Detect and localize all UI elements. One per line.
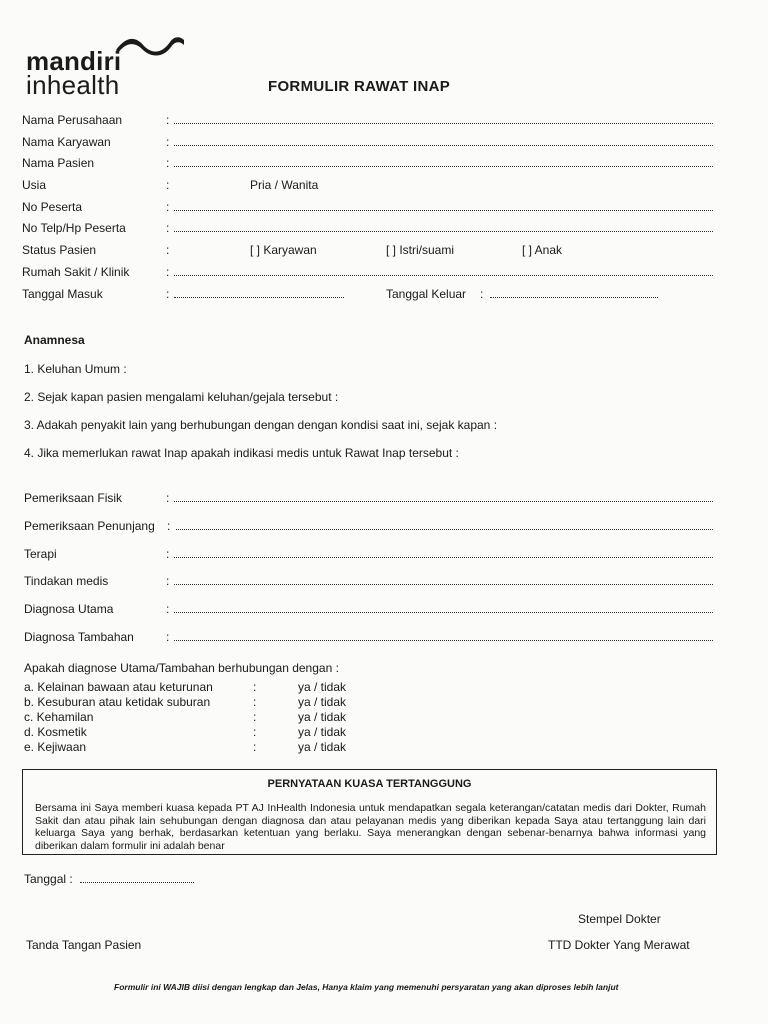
statement-title: PERNYATAAN KUASA TERTANGGUNG [267,778,472,790]
colon: : [166,547,170,561]
logo-inhealth-text: inhealth [26,70,120,100]
label-diagnosa-utama: Diagnosa Utama [24,602,114,616]
label-no-telp: No Telp/Hp Peserta [22,221,126,235]
colon: : [166,630,170,644]
question-penyakit-lain: 3. Adakah penyakit lain yang berhubungan dengan dengan kondisi saat ini, sejak kapan : [24,418,498,432]
tanggal-keluar-field[interactable] [490,287,658,298]
tanggal-field[interactable] [80,872,194,883]
tanda-tangan-pasien-label: Tanda Tangan Pasien [26,938,142,952]
label-tindakan-medis: Tindakan medis [24,574,109,588]
status-option-istri-suami[interactable]: [ ] Istri/suami [386,243,455,257]
logo-mandiri-text: mandiri [26,46,122,76]
relation-answer-ya-tidak[interactable]: ya / tidak [298,740,347,754]
colon: : [166,491,170,505]
colon: : [166,200,170,214]
label-tanggal-masuk: Tanggal Masuk [22,287,103,301]
relation-answer-ya-tidak[interactable]: ya / tidak [298,710,347,724]
tanggal-label: Tanggal : [24,872,73,886]
relation-question: Apakah diagnose Utama/Tambahan berhubungan dengan : [24,661,339,675]
colon: : [166,287,170,301]
label-nama-pasien: Nama Pasien [22,156,95,170]
colon: : [166,221,170,235]
ttd-dokter-label: TTD Dokter Yang Merawat [548,938,690,952]
label-usia: Usia [22,178,47,192]
label-pemeriksaan-penunjang: Pemeriksaan Penunjang [24,519,155,533]
statement-box [22,769,717,855]
relation-item-label: b. Kesuburan atau ketidak suburan [24,695,211,709]
label-rumah-sakit: Rumah Sakit / Klinik [22,265,130,279]
nama-perusahaan-field[interactable] [174,113,713,124]
stempel-dokter-label: Stempel Dokter [578,912,661,926]
nama-pasien-field[interactable] [174,156,713,167]
diagnosa-tambahan-field[interactable] [174,630,713,641]
pemeriksaan-penunjang-field[interactable] [176,519,713,530]
form-title: FORMULIR RAWAT INAP [268,78,451,95]
relation-item-label: e. Kejiwaan [24,740,87,754]
colon: : [253,695,257,709]
diagnosa-utama-field[interactable] [174,602,713,613]
colon: : [167,519,171,533]
no-telp-field[interactable] [174,221,713,232]
colon: : [166,574,170,588]
relation-answer-ya-tidak[interactable]: ya / tidak [298,695,347,709]
gender-options[interactable]: Pria / Wanita [250,178,319,192]
colon: : [166,113,170,127]
colon: : [253,680,257,694]
colon: : [166,265,170,279]
colon: : [166,178,170,192]
nama-karyawan-field[interactable] [174,135,713,146]
question-keluhan-umum: 1. Keluhan Umum : [24,362,127,376]
label-nama-perusahaan: Nama Perusahaan [22,113,123,127]
label-status-pasien: Status Pasien [22,243,97,257]
colon: : [253,740,257,754]
label-pemeriksaan-fisik: Pemeriksaan Fisik [24,491,123,505]
question-sejak-kapan: 2. Sejak kapan pasien mengalami keluhan/gejala tersebut : [24,390,339,404]
wave-logo-icon [114,34,186,56]
colon: : [253,725,257,739]
label-no-peserta: No Peserta [22,200,83,214]
statement-body: Bersama ini Saya memberi kuasa kepada PT AJ InHealth Indonesia untuk mendapatkan segala keterangan/catatan medis dari Dokter, Rumah Sakit dan atau pihak lain sehubungan dengan diagnosa dan atau pelayanan medis yang diberikan kepada Saya atau tertanggung lain dari keluarga Saya yang berhak, berdasarkan ketentuan yang berlaku. Saya menerangkan dengan sebenar-benarnya bahwa informasi yang diberikan dalam formulir ini adalah benar [35,802,706,852]
colon: : [480,287,484,301]
relation-answer-ya-tidak[interactable]: ya / tidak [298,725,347,739]
relation-answer-ya-tidak[interactable]: ya / tidak [298,680,347,694]
label-tanggal-keluar: Tanggal Keluar [386,287,467,301]
mandiri-inhealth-logo [22,34,172,100]
no-peserta-field[interactable] [174,200,713,211]
colon: : [253,710,257,724]
footer-note: Formulir ini WAJIB diisi dengan lengkap dan Jelas, Hanya klaim yang memenuhi persyaratan yang akan diproses lebih lanjut [114,982,619,992]
status-option-anak[interactable]: [ ] Anak [522,243,563,257]
pemeriksaan-fisik-field[interactable] [174,491,713,502]
tanggal-masuk-field[interactable] [174,287,344,298]
question-indikasi-medis: 4. Jika memerlukan rawat Inap apakah indikasi medis untuk Rawat Inap tersebut : [24,446,459,460]
relation-item-label: a. Kelainan bawaan atau keturunan [24,680,213,694]
anamnesa-header: Anamnesa [24,333,85,347]
label-terapi: Terapi [24,547,57,561]
colon: : [166,156,170,170]
label-diagnosa-tambahan: Diagnosa Tambahan [24,630,134,644]
colon: : [166,243,170,257]
status-option-karyawan[interactable]: [ ] Karyawan [250,243,317,257]
rumah-sakit-field[interactable] [174,265,713,276]
relation-item-label: c. Kehamilan [24,710,94,724]
label-nama-karyawan: Nama Karyawan [22,135,111,149]
colon: : [166,602,170,616]
colon: : [166,135,170,149]
relation-item-label: d. Kosmetik [24,725,87,739]
terapi-field[interactable] [174,547,713,558]
tindakan-medis-field[interactable] [174,574,713,585]
